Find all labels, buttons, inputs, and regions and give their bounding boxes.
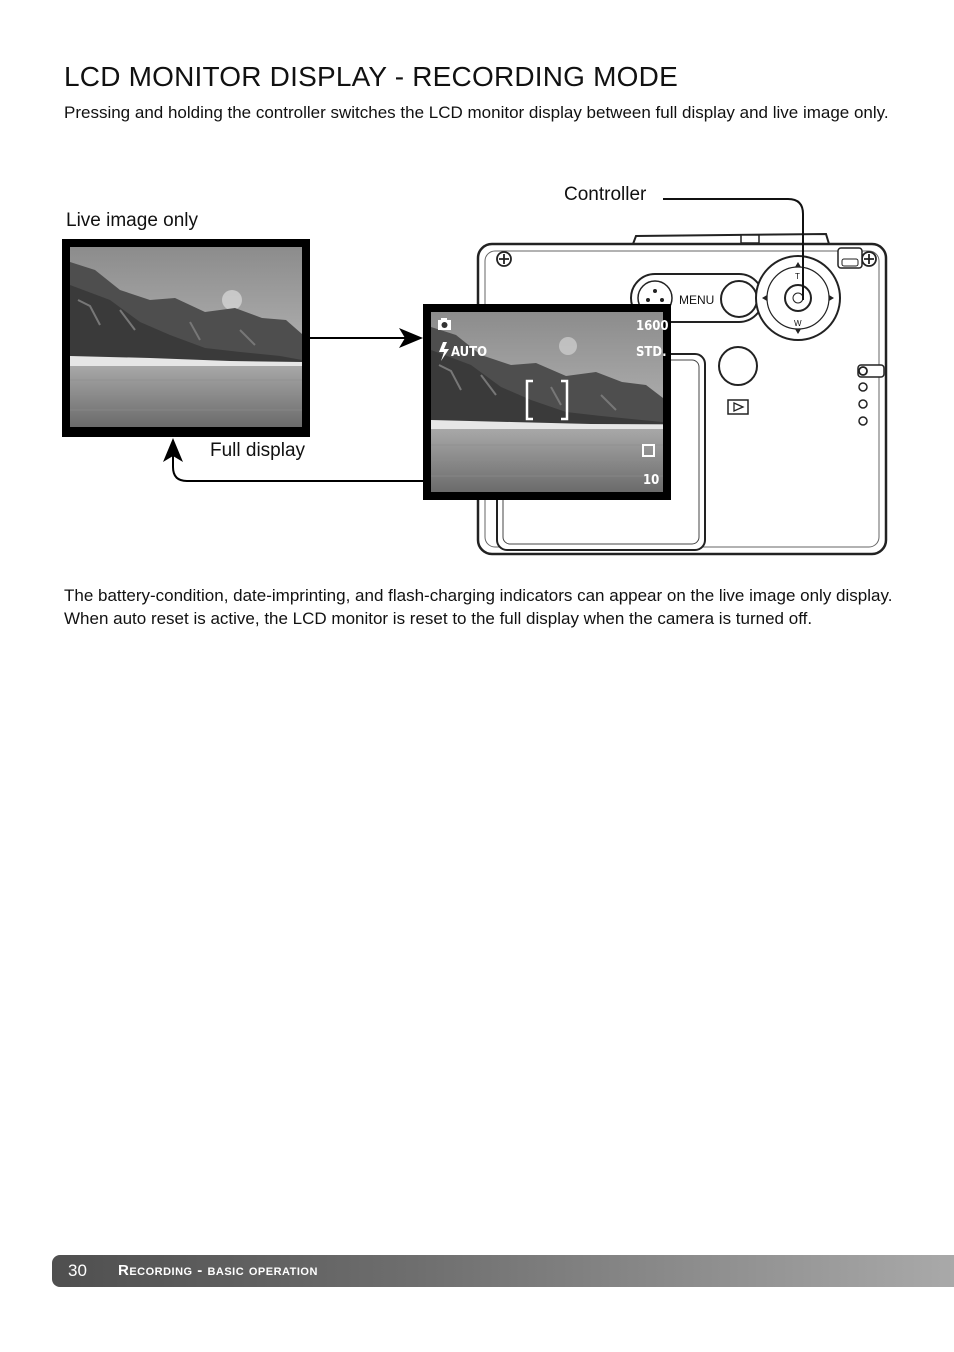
live-image-label: Live image only — [66, 210, 199, 231]
lcd-display-diagram — [0, 160, 954, 570]
zoom-tele-label: T — [795, 272, 800, 281]
controller-label: Controller — [564, 184, 647, 205]
playback-icon — [728, 400, 748, 414]
section-title: Recording - basic operation — [118, 1262, 318, 1279]
footer-bar — [52, 1255, 954, 1287]
full-display-screen — [423, 304, 671, 500]
frame-counter: 10 — [643, 473, 660, 488]
page-title: LCD MONITOR DISPLAY - RECORDING MODE — [64, 61, 678, 92]
page-number: 30 — [68, 1261, 87, 1280]
quality-indicator: STD. — [636, 345, 667, 360]
menu-button[interactable] — [721, 281, 757, 317]
full-display-label: Full display — [210, 440, 306, 461]
screw-icon — [862, 252, 876, 266]
outro-paragraph: The battery-condition, date-imprinting, and flash-charging indicators can appear on the live image only display. When auto reset is active, the LCD monitor is reset to the full display when the camera is turned off. — [64, 586, 893, 628]
image-size-indicator: 1600 — [636, 319, 669, 334]
screw-icon — [497, 252, 511, 266]
flash-mode-indicator: AUTO — [451, 345, 488, 360]
live-image-screen — [62, 239, 310, 437]
intro-paragraph: Pressing and holding the controller switches the LCD monitor display between full display and live image only. — [64, 103, 889, 122]
arrow-to-live-image — [173, 442, 423, 481]
zoom-wide-label: W — [794, 319, 802, 328]
controller[interactable] — [756, 256, 840, 340]
quickview-button[interactable] — [719, 347, 757, 385]
menu-label: MENU — [679, 293, 715, 307]
